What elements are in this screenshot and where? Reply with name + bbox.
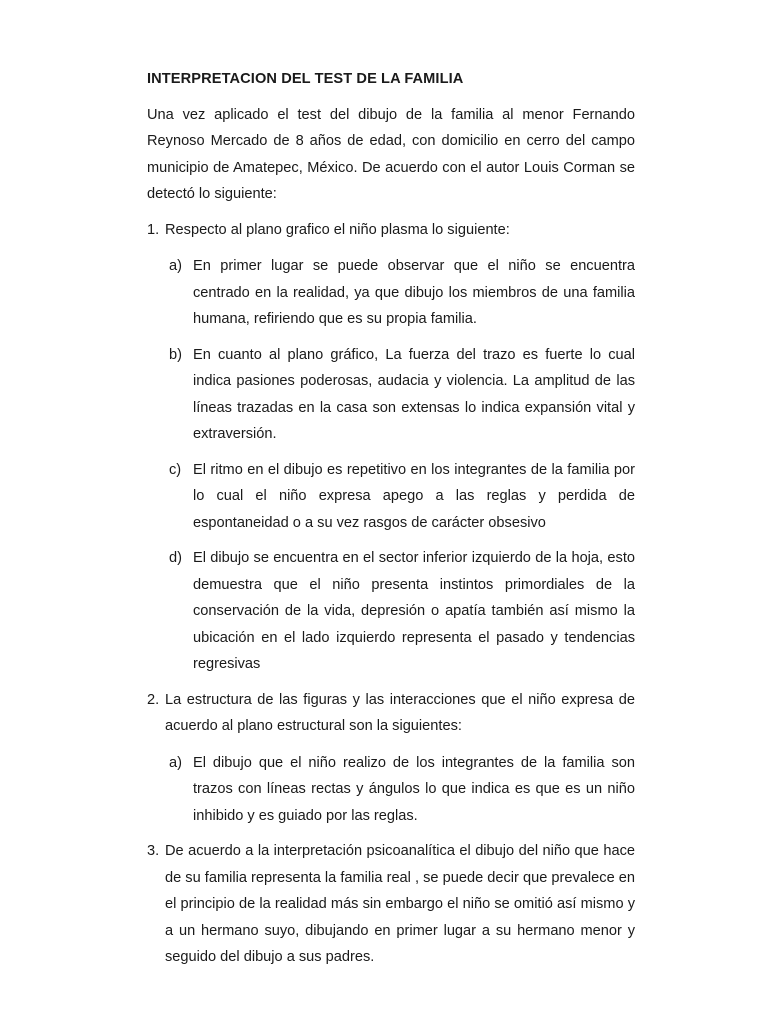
sub-item-1c (169, 457, 635, 537)
item-text: Respecto al plano grafico el niño plasma lo siguiente: (165, 221, 510, 238)
sub-item-1a (169, 253, 635, 333)
sub-item-text: El dibujo se encuentra en el sector inferior izquierdo de la hoja, esto demuestra que el niño presenta instintos primordiales de la conservación de la vida, depresión o apatía también así mismo la ubicación en el lado izquierdo representa el pasado y tendencias regresivas (193, 550, 635, 672)
sub-item-text: El dibujo que el niño realizo de los integrantes de la familia son trazos con líneas rectas y ángulos lo que indica es que es un niño inhibido y es guiado por las reglas. (193, 754, 635, 824)
sub-item-text: El ritmo en el dibujo es repetitivo en los integrantes de la familia por lo cual el niño expresa apego a las reglas y perdida de espontaneidad o a su vez rasgos de carácter obsesivo (193, 461, 635, 531)
sub-item-1d (169, 545, 635, 678)
item-number: 2. (147, 691, 160, 708)
sub-item-text: En primer lugar se puede observar que el niño se encuentra centrado en la realidad, ya que dibujo los miembros de una familia humana, refiriendo que es su propia familia. (193, 258, 635, 327)
sub-item-letter: a) (169, 258, 182, 274)
item-number: 3. (147, 843, 160, 859)
item-text: La estructura de las figuras y las interacciones que el niño expresa de acuerdo al plano estructural son la siguientes: (165, 691, 635, 734)
list-item-2 (147, 687, 635, 740)
item-text: De acuerdo a la interpretación psicoanalítica el dibujo del niño que hace de su familia representa la familia real , se puede decir que prevalece en el principio de la realidad más sin embargo el niño se omitió así mismo y a un hermano suyo, dibujando en primer lugar a su hermano menor y seguido del dibujo a sus padres. (165, 843, 635, 965)
sub-item-letter: d) (169, 550, 182, 566)
list-item-1 (147, 217, 635, 244)
document-page (147, 66, 635, 980)
item-number: 1. (147, 221, 160, 238)
document-title: INTERPRETACION DEL TEST DE LA FAMILIA (147, 71, 464, 87)
sub-item-letter: c) (169, 461, 182, 478)
list-item-3 (147, 838, 635, 971)
sub-item-text: En cuanto al plano gráfico, La fuerza del trazo es fuerte lo cual indica pasiones poderosas, audacia y violencia. La amplitud de las líneas trazadas en la casa son extensas lo indica expansión vital y extraversión. (193, 346, 635, 442)
sub-item-2a (169, 750, 635, 830)
sub-item-letter: a) (169, 754, 182, 771)
intro-paragraph: Una vez aplicado el test del dibujo de la familia al menor Fernando Reynoso Mercado de 8 años de edad, con domicilio en cerro del campo municipio de Amatepec, México. De acuerdo con el autor Louis Corman se detectó lo siguiente: (147, 106, 635, 202)
sub-item-1b (169, 342, 635, 448)
sub-item-letter: b) (169, 346, 182, 363)
